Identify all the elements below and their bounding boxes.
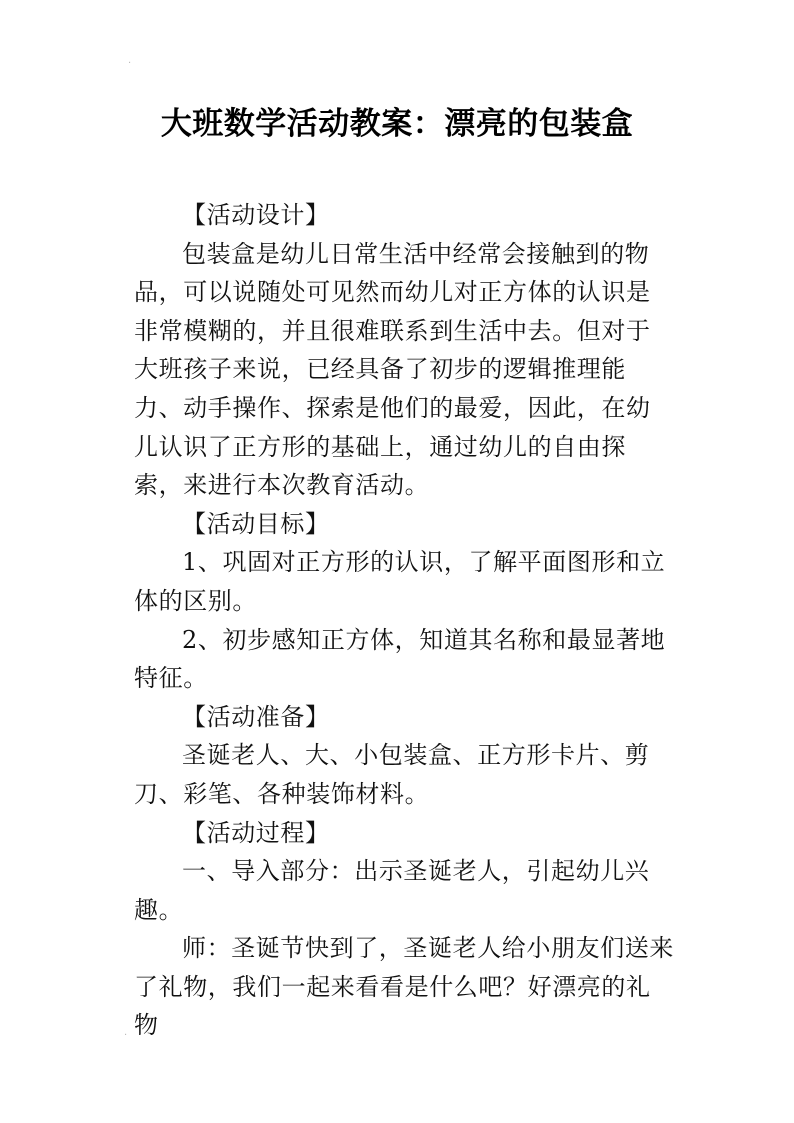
section-heading-design: 【活动设计】 <box>182 201 330 229</box>
section-heading-preparation: 【活动准备】 <box>182 702 330 731</box>
paragraph-design-text: 包装盒是幼儿日常生活中经常会接触到的物品，可以说随处可见然而幼儿对正方体的认识是非常模糊的，并且很难联系到生活中去。但对于大班孩子来说，已经具备了初步的逻辑推理能力、动手操作、探索是他们的最爱，因此，在幼儿认识了正方形的基础上，通过幼儿的自由探索，来进行本次教育活动。 <box>134 239 651 500</box>
paragraph-preparation-text: 圣诞老人、大、小包装盒、正方形卡片、剪刀、彩笔、各种装饰材料。 <box>134 741 650 808</box>
document-body <box>134 196 674 1045</box>
section-heading-goals: 【活动目标】 <box>182 509 330 538</box>
scan-mark-bottom: · <box>124 1030 128 1041</box>
paragraph-process-step-1: 一、导入部分：出示圣诞老人，引起幼儿兴趣。 <box>134 857 650 924</box>
scan-mark-top: · <box>128 58 132 69</box>
paragraph-goal-2: 2、初步感知正方体，知道其名称和最显著地特征。 <box>134 625 666 693</box>
paragraph-goal-1: 1、巩固对正方形的认识，了解平面图形和立体的区别。 <box>134 548 666 615</box>
document-title: 大班数学活动教案：漂亮的包装盒 <box>160 106 634 142</box>
paragraph-process-dialogue: 师：圣诞节快到了，圣诞老人给小朋友们送来了礼物，我们一起来看看是什么吧？好漂亮的礼物 <box>134 934 674 1040</box>
section-heading-process: 【活动过程】 <box>182 818 330 847</box>
